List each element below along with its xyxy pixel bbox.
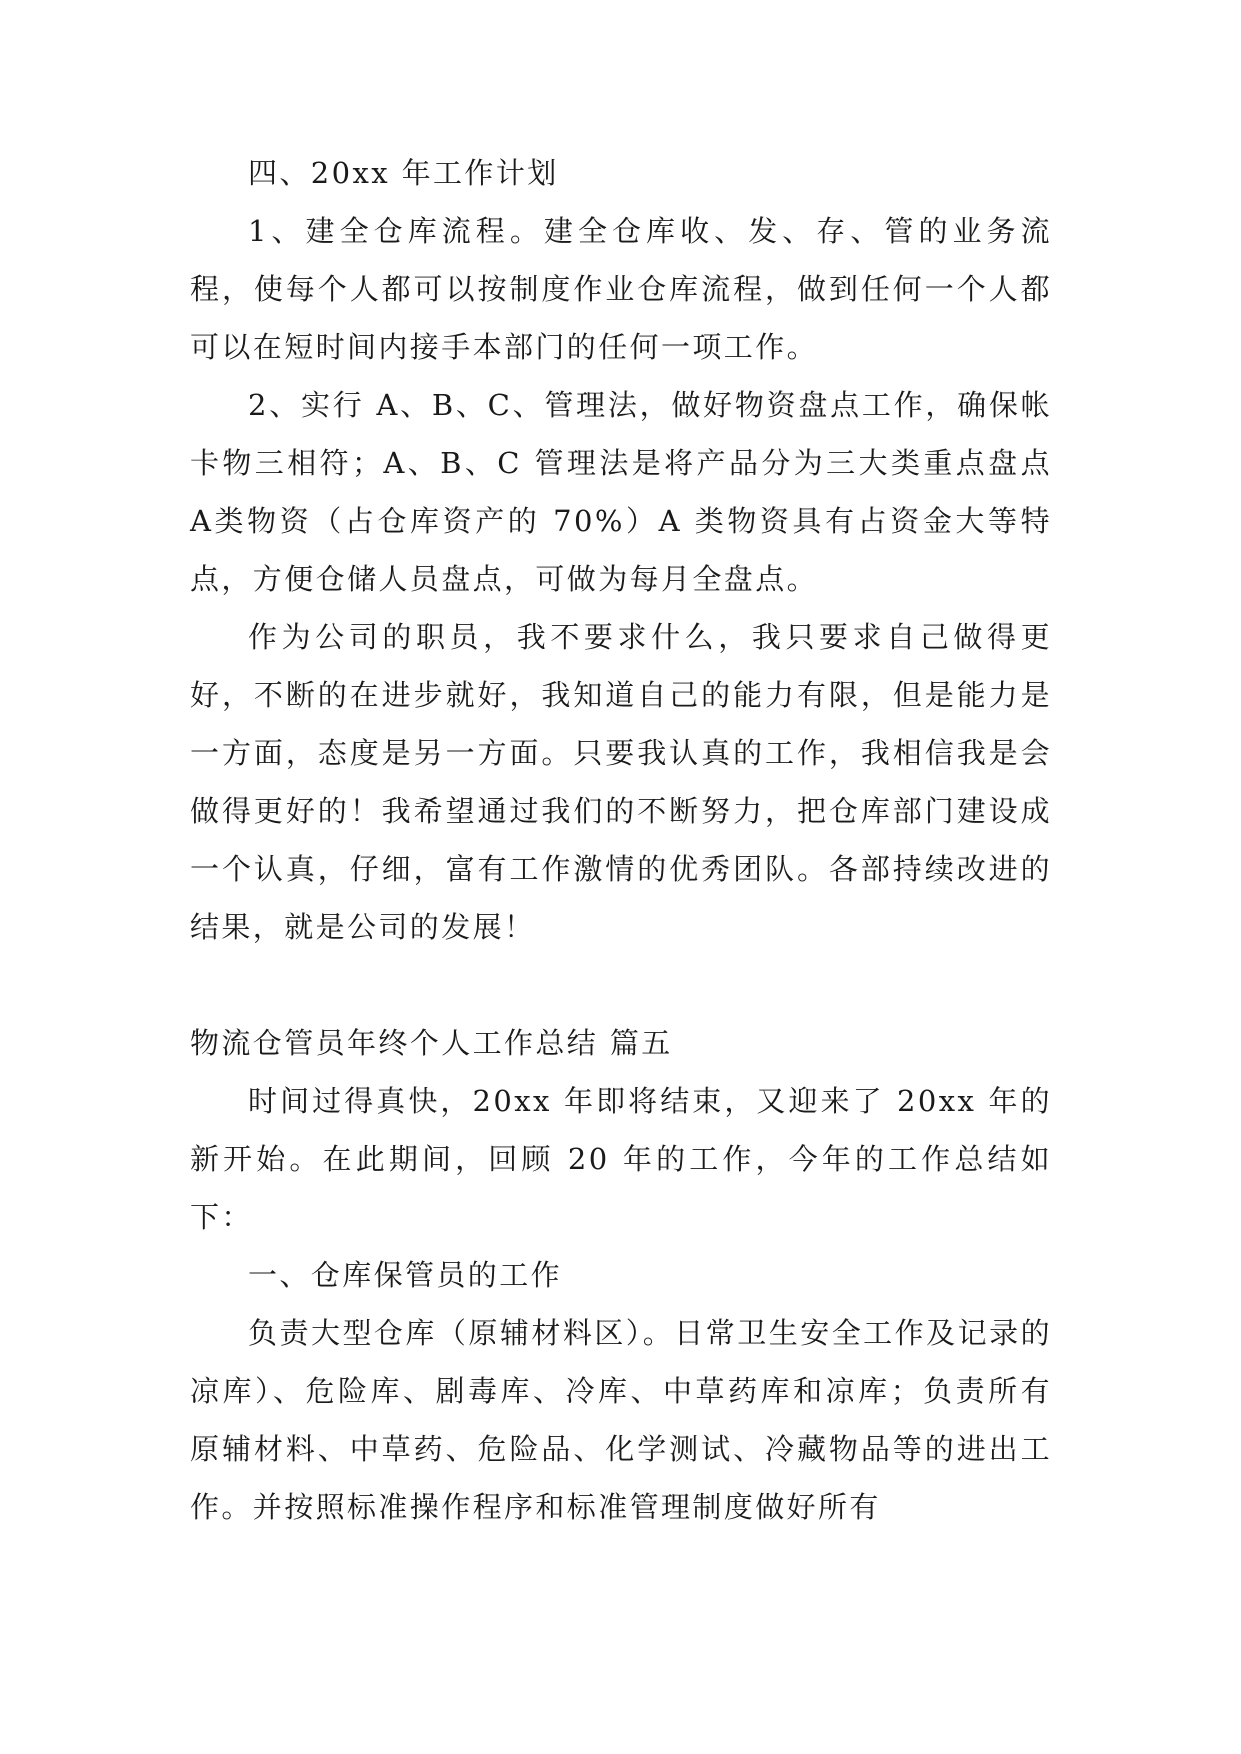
document-body	[190, 144, 1052, 1536]
duty-paragraph: 负责大型仓库（原辅材料区）。日常卫生安全工作及记录的凉库）、危险库、剧毒库、冷库、中草药库和凉库；负责所有原辅材料、中草药、危险品、化学测试、冷藏物品等的进出工作。并按照标准操作程序和标准管理制度做好所有	[190, 1316, 1052, 1524]
duty-heading: 一、仓库保管员的工作	[248, 1258, 563, 1292]
intro-paragraph: 时间过得真快，20xx 年即将结束，又迎来了 20xx 年的新开始。在此期间，回顾 20 年的工作，今年的工作总结如下：	[190, 1084, 1052, 1234]
section-title: 物流仓管员年终个人工作总结 篇五	[190, 1026, 673, 1060]
plan-item-1: 1、建全仓库流程。建全仓库收、发、存、管的业务流程，使每个人都可以按制度作业仓库流程，做到任何一个人都可以在短时间内接手本部门的任何一项工作。	[190, 214, 1052, 364]
plan-item-2: 2、实行 A、B、C、管理法，做好物资盘点工作，确保帐卡物三相符；A、B、C 管理法是将产品分为三大类重点盘点 A类物资（占仓库资产的 70%）A 类物资具有占资金大等特点，方便仓储人员盘点，可做为每月全盘点。	[190, 388, 1052, 596]
plan-heading: 四、20xx 年工作计划	[248, 156, 559, 190]
section-spacer	[190, 956, 1052, 1014]
closing-paragraph: 作为公司的职员，我不要求什么，我只要求自己做得更好，不断的在进步就好，我知道自己的能力有限，但是能力是一方面，态度是另一方面。只要我认真的工作，我相信我是会做得更好的！我希望通过我们的不断努力，把仓库部门建设成一个认真，仔细，富有工作激情的优秀团队。各部持续改进的结果，就是公司的发展！	[190, 620, 1052, 944]
